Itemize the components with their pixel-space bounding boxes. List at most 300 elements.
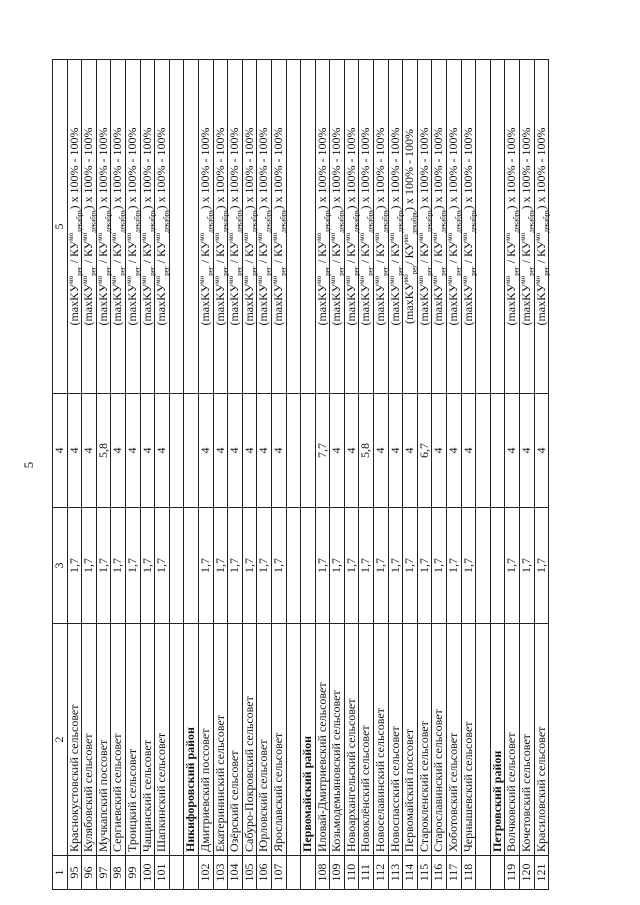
formula-sub1: рег	[235, 266, 244, 276]
row-number: 95	[67, 856, 82, 890]
value-col3: 1,7	[359, 508, 374, 624]
formula-mid: / КУ	[431, 240, 446, 267]
value-col3: 1,7	[461, 508, 476, 624]
formula-sup2: мо	[241, 232, 250, 241]
value-col4: 4	[374, 394, 389, 508]
empty-cell	[301, 856, 316, 890]
formula-cell	[242, 60, 257, 394]
row-number: 97	[96, 856, 111, 890]
formula-sup1: мо	[519, 275, 527, 284]
formula-cell	[359, 60, 374, 394]
value-col4: 7,7	[315, 394, 330, 508]
formula-mid: / КУ	[387, 240, 402, 267]
settlement-name: Краснокустовский сельсовет	[67, 624, 82, 856]
formula-sub2: декабрь	[425, 209, 434, 233]
formula-sup1: мо	[387, 275, 396, 284]
settlement-name: Троицкий сельсовет	[125, 624, 140, 856]
formula-sub1: рег	[366, 266, 375, 276]
formula-sub2: декабрь	[89, 209, 98, 233]
formula-sub1: рег	[250, 266, 259, 276]
region-row	[490, 60, 505, 890]
value-col4: 4	[447, 394, 462, 508]
formula-pre: (maxKУ	[95, 283, 110, 326]
header-cell-4: 4	[53, 394, 68, 508]
empty-cell	[490, 394, 505, 508]
formula-cell	[96, 60, 111, 394]
value-col4: 4	[534, 394, 549, 508]
formula-pre: (maxKУ	[533, 283, 548, 326]
formula-sup1: мо	[212, 275, 221, 284]
empty-cell	[286, 508, 301, 624]
table-row	[228, 60, 243, 890]
empty-cell	[490, 60, 505, 394]
empty-cell	[286, 856, 301, 890]
value-col3: 1,7	[374, 508, 389, 624]
formula-post: ) х 100% - 100%	[343, 127, 358, 210]
formula-sub1: рег	[162, 266, 171, 276]
formula-post: ) х 100% - 100%	[431, 127, 446, 210]
formula-sub1: рег	[220, 266, 229, 276]
formula-cell	[534, 60, 549, 394]
formula-mid: / КУ	[402, 242, 417, 265]
formula-post: ) х 100% - 100%	[446, 127, 461, 210]
empty-cell	[184, 394, 199, 508]
formula-sup2: мо	[139, 232, 148, 241]
formula-cell	[374, 60, 389, 394]
value-col3: 1,7	[213, 508, 228, 624]
formula-sup2: мо	[270, 232, 279, 241]
value-col3: 1,7	[67, 508, 82, 624]
table-row	[140, 60, 155, 890]
formula-sub1: рег	[118, 266, 127, 276]
formula-sup2: мо	[431, 232, 440, 241]
formula-sup2: мо	[227, 232, 236, 241]
blank-row	[286, 60, 301, 890]
region-row	[301, 60, 316, 890]
settlement-name: Озёрский сельсовет	[228, 624, 243, 856]
formula-pre: (maxKУ	[212, 283, 227, 326]
formula-sup2: мо	[373, 232, 382, 241]
formula-cell	[344, 60, 359, 394]
formula-post: ) х 100% - 100%	[373, 127, 388, 210]
empty-cell	[490, 856, 505, 890]
settlement-name: Козьмодемьяновский сельсовет	[330, 624, 345, 856]
formula-post: ) х 100% - 100%	[387, 127, 402, 210]
formula-sub2: декабрь	[454, 209, 463, 233]
empty-cell	[301, 508, 316, 624]
formula-sup2: мо	[416, 232, 425, 241]
formula-sub2: декабрь	[410, 210, 419, 235]
formula-pre: (maxKУ	[519, 283, 533, 326]
settlement-name: Екатерининский сельсовет	[213, 624, 228, 856]
formula-mid: / КУ	[256, 240, 271, 267]
formula-post: ) х 100% - 100%	[533, 127, 548, 210]
formula-sub2: декабрь	[118, 209, 127, 233]
settlement-name: Чернышевский сельсовет	[461, 624, 476, 856]
settlement-name: Юрловский сельсовет	[257, 624, 272, 856]
table-row	[96, 60, 111, 890]
formula-sub2: декабрь	[381, 209, 390, 233]
formula-post: ) х 100% - 100%	[227, 127, 242, 210]
formula-sub2: декабрь	[366, 209, 375, 233]
formula-mid: / КУ	[81, 240, 96, 267]
settlement-name: Новоклёнский сельсовет	[359, 624, 374, 856]
table-row	[111, 60, 126, 890]
data-table	[52, 59, 549, 890]
value-col4: 4	[213, 394, 228, 508]
formula-sup2: мо	[358, 232, 367, 241]
empty-cell	[184, 856, 199, 890]
row-number: 107	[271, 856, 286, 890]
table-row	[330, 60, 345, 890]
formula-sub2: декабрь	[104, 209, 113, 233]
formula-sub2: декабрь	[512, 209, 521, 233]
value-col3: 1,7	[82, 508, 97, 624]
table-row	[344, 60, 359, 890]
empty-cell	[490, 508, 505, 624]
value-col4: 4	[344, 394, 359, 508]
formula-pre: (maxKУ	[139, 283, 154, 326]
value-col3: 1,7	[417, 508, 432, 624]
formula-sup2: мо	[81, 232, 90, 241]
region-name: Первомайский район	[301, 624, 316, 856]
formula-sub2: декабрь	[250, 209, 259, 233]
row-number: 114	[403, 856, 418, 890]
settlement-name: Кочетовский сельсовет	[520, 624, 535, 856]
formula-pre: (maxKУ	[314, 283, 329, 326]
empty-cell	[476, 624, 491, 856]
page-number: 5	[21, 461, 36, 469]
formula-cell	[461, 60, 476, 394]
table-row	[125, 60, 140, 890]
table-row	[374, 60, 389, 890]
value-col3: 1,7	[534, 508, 549, 624]
formula-sub1: рег	[381, 266, 390, 276]
formula-mid: / КУ	[197, 240, 212, 267]
formula-sub1: рег	[89, 266, 98, 276]
formula-sub2: декабрь	[469, 209, 478, 233]
formula-sup1: мо	[373, 275, 382, 284]
table-row	[520, 60, 535, 890]
row-number: 104	[228, 856, 243, 890]
formula-post: ) х 100% - 100%	[81, 127, 96, 210]
header-cell-2: 2	[53, 624, 68, 856]
empty-cell	[476, 60, 491, 394]
formula-pre: (maxKУ	[81, 283, 96, 326]
settlement-name: Сергиевский сельсовет	[111, 624, 126, 856]
formula-mid: / КУ	[212, 240, 227, 267]
formula-cell	[505, 60, 520, 394]
formula-mid: / КУ	[519, 240, 533, 267]
value-col3: 1,7	[344, 508, 359, 624]
settlement-name: Сабуро-Покровский сельсовет	[242, 624, 257, 856]
formula-pre: (maxKУ	[402, 282, 417, 325]
row-number: 101	[155, 856, 170, 890]
table-row	[242, 60, 257, 890]
formula-sup2: мо	[154, 232, 163, 241]
value-col3: 1,7	[140, 508, 155, 624]
value-col3: 1,7	[242, 508, 257, 624]
value-col4: 4	[403, 394, 418, 508]
value-col3: 1,7	[432, 508, 447, 624]
formula-mid: / КУ	[343, 240, 358, 267]
formula-pre: (maxKУ	[197, 283, 212, 326]
formula-post: ) х 100% - 100%	[504, 127, 519, 210]
blank-row	[169, 60, 184, 890]
table-row	[82, 60, 97, 890]
value-col3: 1,7	[315, 508, 330, 624]
value-col4: 4	[198, 394, 213, 508]
row-number: 113	[388, 856, 403, 890]
formula-sub2: декабрь	[352, 209, 361, 233]
formula-mid: / КУ	[139, 240, 154, 267]
formula-sub2: декабрь	[396, 209, 405, 233]
formula-pre: (maxKУ	[358, 283, 373, 326]
formula-post: ) х 100% - 100%	[66, 127, 81, 210]
formula-cell	[417, 60, 432, 394]
settlement-name: Волчковский сельсовет	[505, 624, 520, 856]
formula-sup2: мо	[533, 232, 542, 241]
row-number: 99	[125, 856, 140, 890]
value-col3: 1,7	[271, 508, 286, 624]
formula-sup1: мо	[343, 275, 352, 284]
row-number: 117	[447, 856, 462, 890]
empty-cell	[476, 508, 491, 624]
formula-sub1: рег	[206, 266, 215, 276]
formula-sub1: рег	[323, 266, 332, 276]
formula-sub1: рег	[133, 266, 142, 276]
formula-sup2: мо	[212, 232, 221, 241]
formula-mid: / КУ	[241, 240, 256, 267]
value-col4: 4	[111, 394, 126, 508]
header-cell-5: 5	[53, 60, 68, 394]
formula-post: ) х 100% - 100%	[460, 127, 475, 210]
formula-pre: (maxKУ	[241, 283, 256, 326]
formula-sub1: рег	[541, 266, 550, 276]
formula-sup1: мо	[154, 275, 163, 284]
formula-mid: / КУ	[373, 240, 388, 267]
formula-post: ) х 100% - 100%	[329, 127, 344, 210]
value-col4: 4	[140, 394, 155, 508]
table-row	[271, 60, 286, 890]
formula-sup1: мо	[402, 274, 411, 283]
empty-cell	[301, 60, 316, 394]
formula-sub2: декабрь	[74, 209, 83, 233]
value-col4: 4	[155, 394, 170, 508]
formula-mid: / КУ	[124, 240, 139, 267]
formula-post: ) х 100% - 100%	[358, 127, 373, 210]
formula-cell	[228, 60, 243, 394]
formula-sub2: декабрь	[162, 209, 171, 233]
formula-post: ) х 100% - 100%	[314, 127, 329, 210]
table-row	[198, 60, 213, 890]
formula-mid: / КУ	[227, 240, 242, 267]
value-col4: 4	[432, 394, 447, 508]
formula-sup1: мо	[227, 275, 236, 284]
value-col3: 1,7	[228, 508, 243, 624]
formula-post: ) х 100% - 100%	[139, 127, 154, 210]
formula-cell	[257, 60, 272, 394]
formula-post: ) х 100% - 100%	[402, 128, 417, 211]
row-number: 115	[417, 856, 432, 890]
value-col3: 1,7	[505, 508, 520, 624]
formula-pre: (maxKУ	[124, 283, 139, 326]
formula-post: ) х 100% - 100%	[95, 127, 110, 210]
formula-sup2: мо	[343, 232, 352, 241]
formula-sup1: мо	[329, 275, 338, 284]
formula-cell	[82, 60, 97, 394]
value-col4: 4	[461, 394, 476, 508]
settlement-name: Шапкинский сельсовет	[155, 624, 170, 856]
formula-sup2: мо	[256, 232, 265, 241]
empty-cell	[169, 624, 184, 856]
value-col4: 5,8	[96, 394, 111, 508]
formula-sup1: мо	[124, 275, 133, 284]
row-number: 96	[82, 856, 97, 890]
empty-cell	[301, 394, 316, 508]
row-number: 106	[257, 856, 272, 890]
formula-sup1: мо	[197, 275, 206, 284]
formula-post: ) х 100% - 100%	[519, 127, 533, 210]
formula-mid: / КУ	[66, 240, 81, 267]
formula-mid: / КУ	[95, 240, 110, 267]
formula-sub1: рег	[454, 266, 463, 276]
empty-cell	[286, 624, 301, 856]
table-body	[53, 60, 549, 890]
formula-mid: / КУ	[110, 240, 125, 267]
formula-sub1: рег	[279, 266, 288, 276]
settlement-name: Мучкапский поссовет	[96, 624, 111, 856]
formula-sup2: мо	[124, 232, 133, 241]
formula-sup2: мо	[402, 234, 411, 243]
formula-sup1: мо	[110, 275, 119, 284]
formula-sup2: мо	[329, 232, 338, 241]
settlement-name: Иловай-Дмитриевский сельсовет	[315, 624, 330, 856]
formula-pre: (maxKУ	[270, 283, 285, 326]
formula-mid: / КУ	[533, 240, 548, 267]
formula-pre: (maxKУ	[431, 283, 446, 326]
formula-sup1: мо	[314, 275, 323, 284]
value-col4: 4	[330, 394, 345, 508]
formula-sub2: декабрь	[439, 209, 448, 233]
value-col4: 4	[228, 394, 243, 508]
formula-cell	[432, 60, 447, 394]
empty-cell	[169, 856, 184, 890]
row-number: 100	[140, 856, 155, 890]
formula-sup1: мо	[95, 275, 104, 284]
formula-sup1: мо	[256, 275, 265, 284]
row-number: 111	[359, 856, 374, 890]
formula-sup2: мо	[387, 232, 396, 241]
empty-cell	[476, 856, 491, 890]
formula-cell	[388, 60, 403, 394]
row-number: 118	[461, 856, 476, 890]
formula-post: ) х 100% - 100%	[154, 127, 169, 210]
value-col3: 1,7	[198, 508, 213, 624]
formula-pre: (maxKУ	[446, 283, 461, 326]
settlement-name: Красиловский сельсовет	[534, 624, 549, 856]
formula-post: ) х 100% - 100%	[124, 127, 139, 210]
formula-mid: / КУ	[358, 240, 373, 267]
formula-sup1: мо	[431, 275, 440, 284]
row-number: 108	[315, 856, 330, 890]
value-col3: 1,7	[257, 508, 272, 624]
table-row	[213, 60, 228, 890]
formula-cell	[315, 60, 330, 394]
formula-mid: / КУ	[504, 240, 519, 267]
formula-pre: (maxKУ	[154, 283, 169, 326]
formula-mid: / КУ	[154, 240, 169, 267]
value-col4: 4	[125, 394, 140, 508]
formula-sub1: рег	[147, 266, 156, 276]
table-row	[534, 60, 549, 890]
row-number: 102	[198, 856, 213, 890]
empty-cell	[476, 394, 491, 508]
formula-sub1: рег	[74, 266, 83, 276]
table-row	[417, 60, 432, 890]
formula-pre: (maxKУ	[416, 283, 431, 326]
table-row	[403, 60, 418, 890]
region-name: Никифоровский район	[184, 624, 199, 856]
formula-cell	[403, 60, 418, 394]
value-col3: 1,7	[125, 508, 140, 624]
row-number: 110	[344, 856, 359, 890]
formula-pre: (maxKУ	[227, 283, 242, 326]
formula-mid: / КУ	[329, 240, 344, 267]
formula-sup1: мо	[139, 275, 148, 284]
formula-cell	[520, 60, 535, 394]
settlement-name: Ярославский сельсовет	[271, 624, 286, 856]
value-col3: 1,7	[388, 508, 403, 624]
formula-sub1: рег	[337, 266, 346, 276]
region-name: Петровский район	[490, 624, 505, 856]
value-col3: 1,7	[111, 508, 126, 624]
empty-cell	[169, 60, 184, 394]
formula-sub2: декабрь	[235, 209, 244, 233]
formula-pre: (maxKУ	[110, 283, 125, 326]
formula-pre: (maxKУ	[329, 283, 344, 326]
value-col3: 1,7	[447, 508, 462, 624]
formula-sub1: рег	[512, 266, 521, 276]
formula-sub2: декабрь	[147, 209, 156, 233]
value-col4: 5,8	[359, 394, 374, 508]
value-col3: 1,7	[520, 508, 535, 624]
formula-cell	[140, 60, 155, 394]
settlement-name: Чащинский сельсовет	[140, 624, 155, 856]
empty-cell	[169, 394, 184, 508]
formula-sub2: декабрь	[337, 209, 346, 233]
header-cell-3: 3	[53, 508, 68, 624]
empty-cell	[184, 60, 199, 394]
formula-sub2: декабрь	[323, 209, 332, 233]
formula-sub1: рег	[425, 266, 434, 276]
formula-sup2: мо	[197, 232, 206, 241]
value-col4: 4	[82, 394, 97, 508]
formula-cell	[447, 60, 462, 394]
formula-post: ) х 100% - 100%	[270, 127, 285, 210]
formula-sup2: мо	[446, 232, 455, 241]
formula-cell	[67, 60, 82, 394]
settlement-name: Дмитриевский поссовет	[198, 624, 213, 856]
settlement-name: Первомайский поссовет	[403, 624, 418, 856]
formula-cell	[155, 60, 170, 394]
formula-post: ) х 100% - 100%	[256, 127, 271, 210]
formula-sub1: рег	[104, 266, 113, 276]
formula-sub1: рег	[264, 266, 273, 276]
table-row	[359, 60, 374, 890]
value-col4: 4	[388, 394, 403, 508]
formula-pre: (maxKУ	[387, 283, 402, 326]
